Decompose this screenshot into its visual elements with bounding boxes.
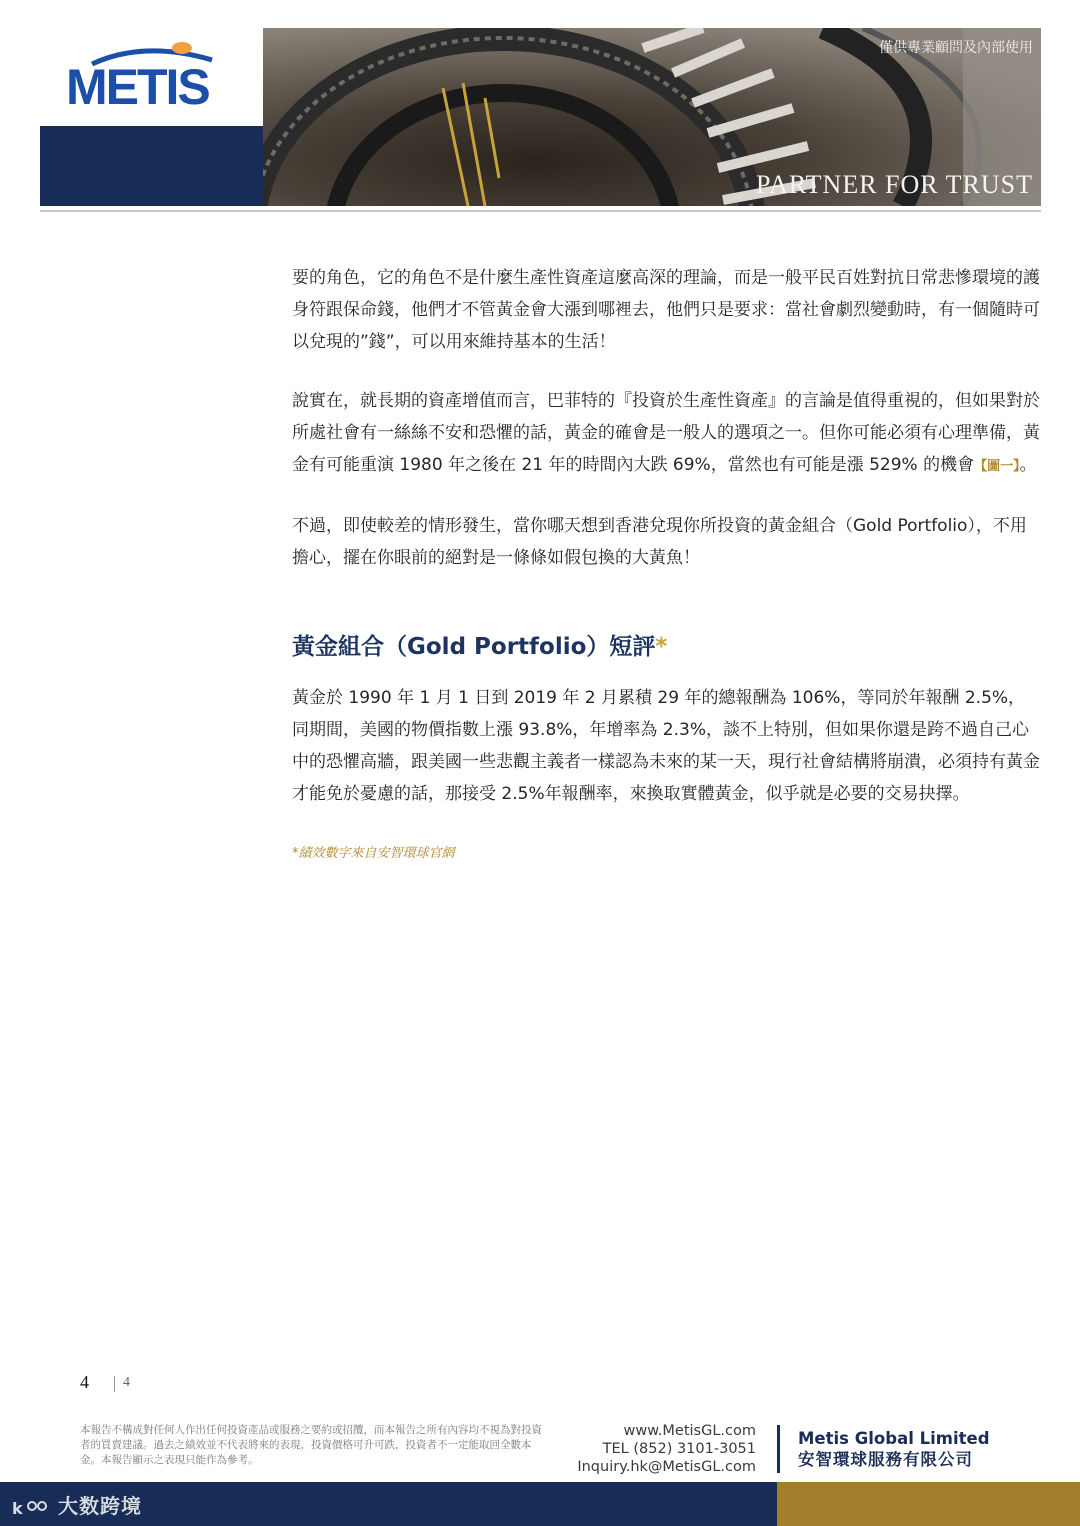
footer-gold-bar [777, 1482, 1080, 1526]
figure-1-reference[interactable]: 【圖一】 [974, 459, 1020, 474]
tagline: PARTNER FOR TRUST [756, 170, 1033, 199]
paragraph-4: 黃金於 1990 年 1 月 1 日到 2019 年 2 月累積 29 年的總報酬為 106%，等同於年報酬 2.5%，同期間，美國的物價指數上漲 93.8%，年增率為 2.3%，談不上特別，但如果你還是跨不過自己心中的恐懼高牆，跟美國一些悲觀主義者一樣認為未來的某一天，現行社會結構將崩潰，必須持有黃金才能免於憂慮的話，那接受 2.5%年報酬率，來換取實體黃金，似乎就是必要的交易抉擇。 [292, 688, 1040, 804]
header-divider [40, 210, 1041, 212]
header-staircase-image [263, 28, 1041, 206]
page-total: 4 [123, 1375, 130, 1390]
footnote-asterisk: * [655, 634, 668, 660]
paragraph-2-text: 說實在，就長期的資產增值而言，巴菲特的『投資於生產性資產』的言論是值得重視的，但如果對於所處社會有一絲絲不安和恐懼的話，黃金的確會是一般人的選項之一。但你可能必須有心理準備，黃金有可能重演 1980 年之後在 21 年的時間內大跌 69%，當然也有可能是漲 529% 的機會 [292, 391, 1040, 475]
website-link[interactable]: www.MetisGL.com [623, 1423, 756, 1439]
watermark-logo [12, 1490, 142, 1519]
internal-use-note: 僅供專業顧問及內部使用 [879, 40, 1033, 56]
logo-wordmark: METIS [66, 59, 209, 115]
legal-disclaimer: 本報告不構成對任何人作出任何投資產品或服務之要約或招攬，而本報告之所有內容均不視為對投資者的買賣建議。過去之績效並不代表將來的表現，投資價格可升可跌，投資者不一定能取回全數本金。本報告顯示之表現只能作為參考。 [80, 1424, 542, 1466]
paragraph-1: 要的角色，它的角色不是什麼生產性資產這麼高深的理論，而是一般平民百姓對抗日常悲慘環境的護身符跟保命錢，他們才不管黃金會大漲到哪裡去，他們只是要求：當社會劇烈變動時，有一個隨時可以兌現的”錢”，可以用來維持基本的生活！ [292, 268, 1040, 352]
company-name-zh: 安智環球服務有限公司 [798, 1450, 973, 1469]
paragraph-3: 不過，即使較差的情形發生，當你哪天想到香港兌現你所投資的黃金組合（Gold Portfolio），不用擔心，擺在你眼前的絕對是一條條如假包換的大黃魚！ [292, 516, 1027, 568]
section-heading-text: 黃金組合（Gold Portfolio）短評 [292, 634, 656, 660]
phone-number: TEL (852) 3101-3051 [602, 1441, 756, 1457]
contact-block [577, 1422, 756, 1476]
company-name-en: Metis Global Limited [798, 1429, 990, 1448]
svg-text:k: k [12, 1498, 24, 1518]
company-name-block [798, 1429, 990, 1471]
section-heading [292, 632, 1040, 662]
article-body [292, 262, 1040, 861]
watermark-text: 大数跨境 [57, 1494, 142, 1518]
watermark-icon [12, 1497, 50, 1519]
page-number: 4 [80, 1372, 89, 1392]
email-link[interactable]: Inquiry.hk@MetisGL.com [577, 1459, 756, 1475]
metis-logo [62, 38, 227, 115]
page-number-separator [114, 1376, 115, 1392]
paragraph-2-end: 。 [1019, 455, 1037, 475]
contact-divider [777, 1425, 780, 1473]
source-footnote: *績效數字來自安智環球官網 [292, 846, 455, 861]
paragraph-2 [292, 385, 1040, 483]
